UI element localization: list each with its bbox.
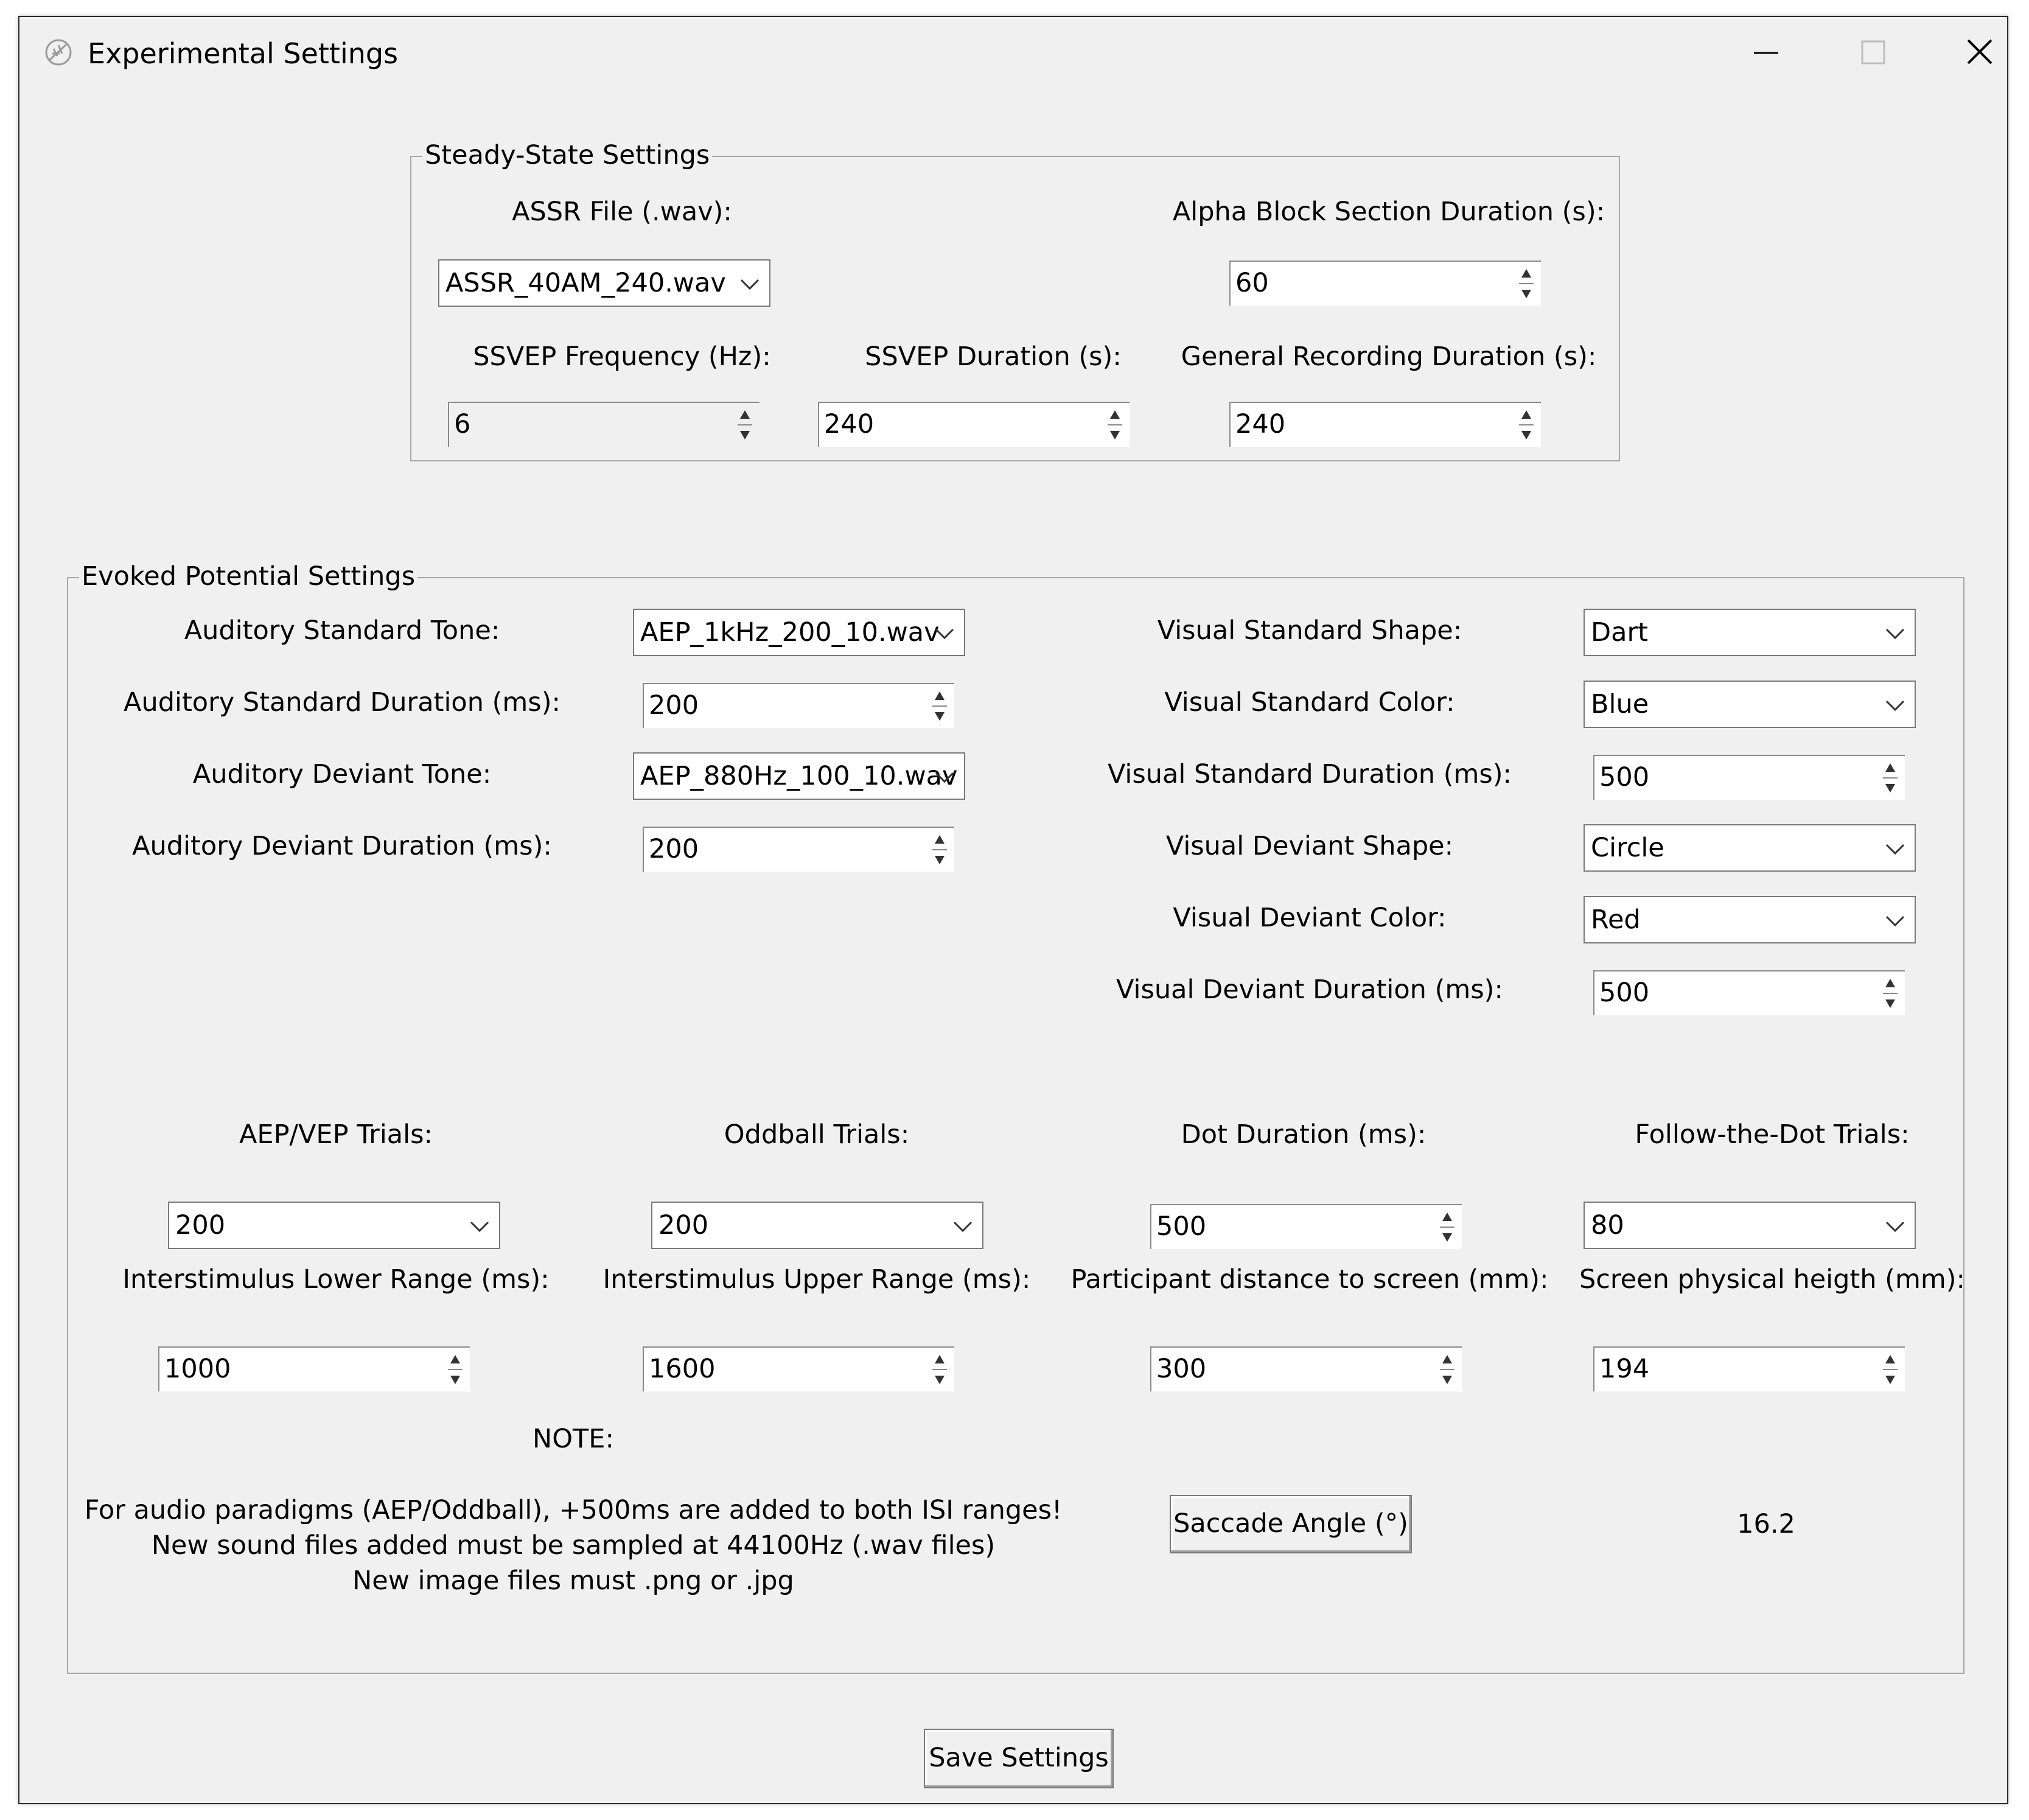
oddball-trials-dropdown[interactable] (651, 1202, 983, 1249)
follow-dot-trials-label: Follow-the-Dot Trials: (1635, 1119, 1910, 1150)
aud-std-tone-dropdown[interactable] (633, 609, 965, 656)
chevron-down-icon (932, 769, 957, 785)
isi-upper-spinbox[interactable] (643, 1346, 954, 1391)
aud-std-dur-label: Auditory Standard Duration (ms): (124, 687, 561, 718)
ssvep-frequency-spinbox[interactable] (448, 402, 760, 447)
aud-dev-tone-dropdown[interactable] (633, 752, 965, 800)
vis-dev-shape-dropdown[interactable] (1584, 824, 1916, 872)
oddball-trials-value: 200 (658, 1210, 709, 1241)
ssvep-duration-spinbox[interactable] (818, 402, 1130, 447)
oddball-trials-label: Oddball Trials: (724, 1119, 910, 1150)
chevron-down-icon (1883, 626, 1907, 642)
steady-state-legend: Steady-State Settings (422, 139, 712, 172)
aud-dev-tone-value: AEP_880Hz_100_10.wav (640, 761, 958, 791)
general-recording-label: General Recording Duration (s): (1181, 341, 1597, 372)
close-button[interactable] (1955, 32, 2003, 74)
maximize-icon (1848, 32, 1896, 74)
aep-vep-trials-value: 200 (175, 1210, 226, 1241)
general-recording-spinbox[interactable] (1229, 402, 1541, 447)
screen-height-value: 194 (1599, 1354, 1650, 1384)
note-line: For audio paradigms (AEP/Oddball), +500ms are added to both ISI ranges! (84, 1495, 1063, 1525)
aud-std-dur-value: 200 (649, 690, 699, 721)
vis-std-dur-spinbox[interactable] (1593, 755, 1905, 800)
screen-height-label: Screen physical heigth (mm): (1579, 1264, 1965, 1295)
spin-arrows-icon[interactable] (1435, 1350, 1459, 1389)
spin-arrows-icon[interactable] (1103, 405, 1127, 444)
spin-arrows-icon[interactable] (1878, 758, 1902, 797)
chevron-down-icon (467, 1219, 492, 1234)
dot-duration-label: Dot Duration (ms): (1181, 1119, 1427, 1150)
vis-dev-dur-value: 500 (1599, 978, 1650, 1008)
distance-spinbox[interactable] (1150, 1346, 1462, 1391)
vis-std-shape-label: Visual Standard Shape: (1157, 615, 1462, 646)
chevron-down-icon (1883, 913, 1907, 929)
spin-arrows-icon[interactable] (927, 830, 952, 869)
vis-dev-shape-label: Visual Deviant Shape: (1165, 831, 1454, 861)
chevron-down-icon (1883, 698, 1907, 713)
note-title: NOTE: (533, 1424, 614, 1454)
vis-std-dur-value: 500 (1599, 762, 1650, 793)
saccade-angle-value: 16.2 (1737, 1509, 1795, 1539)
minimize-button[interactable] (1742, 32, 1790, 74)
note-text (56, 1493, 1091, 1598)
screen-height-spinbox[interactable] (1593, 1346, 1905, 1391)
spin-arrows-icon[interactable] (1878, 1350, 1902, 1389)
isi-lower-label: Interstimulus Lower Range (ms): (122, 1264, 550, 1295)
assr-file-value: ASSR_40AM_240.wav (445, 268, 726, 298)
aud-dev-dur-spinbox[interactable] (643, 827, 954, 872)
isi-upper-label: Interstimulus Upper Range (ms): (602, 1264, 1031, 1295)
follow-dot-trials-value: 80 (1591, 1210, 1624, 1241)
isi-lower-spinbox[interactable] (158, 1346, 470, 1391)
assr-file-label: ASSR File (.wav): (512, 197, 732, 227)
vis-std-color-label: Visual Standard Color: (1164, 687, 1455, 718)
aud-dev-dur-value: 200 (649, 834, 699, 864)
spin-arrows-icon[interactable] (927, 1350, 952, 1389)
save-settings-button[interactable]: Save Settings (924, 1729, 1114, 1788)
isi-lower-value: 1000 (164, 1354, 231, 1384)
aep-vep-trials-dropdown[interactable] (168, 1202, 500, 1249)
maximize-button[interactable] (1848, 32, 1896, 74)
vis-dev-dur-label: Visual Deviant Duration (ms): (1116, 975, 1503, 1005)
assr-file-dropdown[interactable] (438, 259, 770, 307)
feather-icon (41, 35, 75, 69)
dot-duration-value: 500 (1156, 1211, 1207, 1242)
saccade-angle-button[interactable]: Saccade Angle (°) (1170, 1495, 1412, 1553)
vis-dev-color-value: Red (1591, 905, 1641, 935)
spin-arrows-icon[interactable] (1435, 1208, 1459, 1247)
settings-window (18, 16, 2008, 1804)
vis-dev-shape-value: Circle (1591, 833, 1664, 863)
alpha-block-spinbox[interactable] (1229, 261, 1541, 306)
spin-arrows-icon[interactable] (733, 405, 757, 444)
alpha-block-value: 60 (1235, 268, 1269, 298)
spin-arrows-icon[interactable] (1878, 974, 1902, 1013)
window-title: Experimental Settings (88, 37, 399, 70)
chevron-down-icon (1883, 1219, 1907, 1234)
vis-dev-color-label: Visual Deviant Color: (1173, 903, 1447, 933)
chevron-down-icon (738, 276, 762, 292)
vis-std-shape-dropdown[interactable] (1584, 609, 1916, 656)
ssvep-duration-label: SSVEP Duration (s): (865, 341, 1122, 372)
spin-arrows-icon[interactable] (1514, 405, 1538, 444)
dot-duration-spinbox[interactable] (1150, 1204, 1462, 1249)
spin-arrows-icon[interactable] (443, 1350, 467, 1389)
vis-dev-color-dropdown[interactable] (1584, 896, 1916, 943)
spin-arrows-icon[interactable] (1514, 264, 1538, 303)
note-line: New image files must .png or .jpg (352, 1566, 794, 1596)
vis-dev-dur-spinbox[interactable] (1593, 970, 1905, 1015)
aud-dev-tone-label: Auditory Deviant Tone: (192, 759, 492, 789)
chevron-down-icon (951, 1219, 975, 1234)
vis-std-color-value: Blue (1591, 689, 1649, 719)
ssvep-duration-value: 240 (824, 409, 875, 439)
aud-std-tone-value: AEP_1kHz_200_10.wav (640, 617, 940, 648)
aep-vep-trials-label: AEP/VEP Trials: (239, 1119, 433, 1150)
aud-std-dur-spinbox[interactable] (643, 683, 954, 728)
ssvep-frequency-value: 6 (454, 409, 471, 439)
close-icon (1955, 32, 2003, 74)
note-line: New sound files added must be sampled at 44100Hz (.wav files) (151, 1530, 996, 1561)
vis-std-color-dropdown[interactable] (1584, 681, 1916, 728)
aud-std-tone-label: Auditory Standard Tone: (184, 615, 500, 646)
vis-std-shape-value: Dart (1591, 617, 1648, 648)
follow-dot-trials-dropdown[interactable] (1584, 1202, 1916, 1249)
chevron-down-icon (1883, 841, 1907, 857)
isi-upper-value: 1600 (649, 1354, 716, 1384)
aud-dev-dur-label: Auditory Deviant Duration (ms): (132, 831, 552, 861)
minimize-icon (1742, 32, 1790, 74)
general-recording-value: 240 (1235, 409, 1286, 439)
distance-label: Participant distance to screen (mm): (1070, 1264, 1549, 1295)
chevron-down-icon (932, 626, 957, 642)
title-bar[interactable] (19, 17, 2007, 93)
distance-value: 300 (1156, 1354, 1207, 1384)
evoked-potential-legend: Evoked Potential Settings (79, 560, 417, 593)
spin-arrows-icon[interactable] (927, 687, 952, 726)
vis-std-dur-label: Visual Standard Duration (ms): (1107, 759, 1512, 789)
alpha-block-label: Alpha Block Section Duration (s): (1172, 197, 1605, 227)
ssvep-frequency-label: SSVEP Frequency (Hz): (473, 341, 771, 372)
